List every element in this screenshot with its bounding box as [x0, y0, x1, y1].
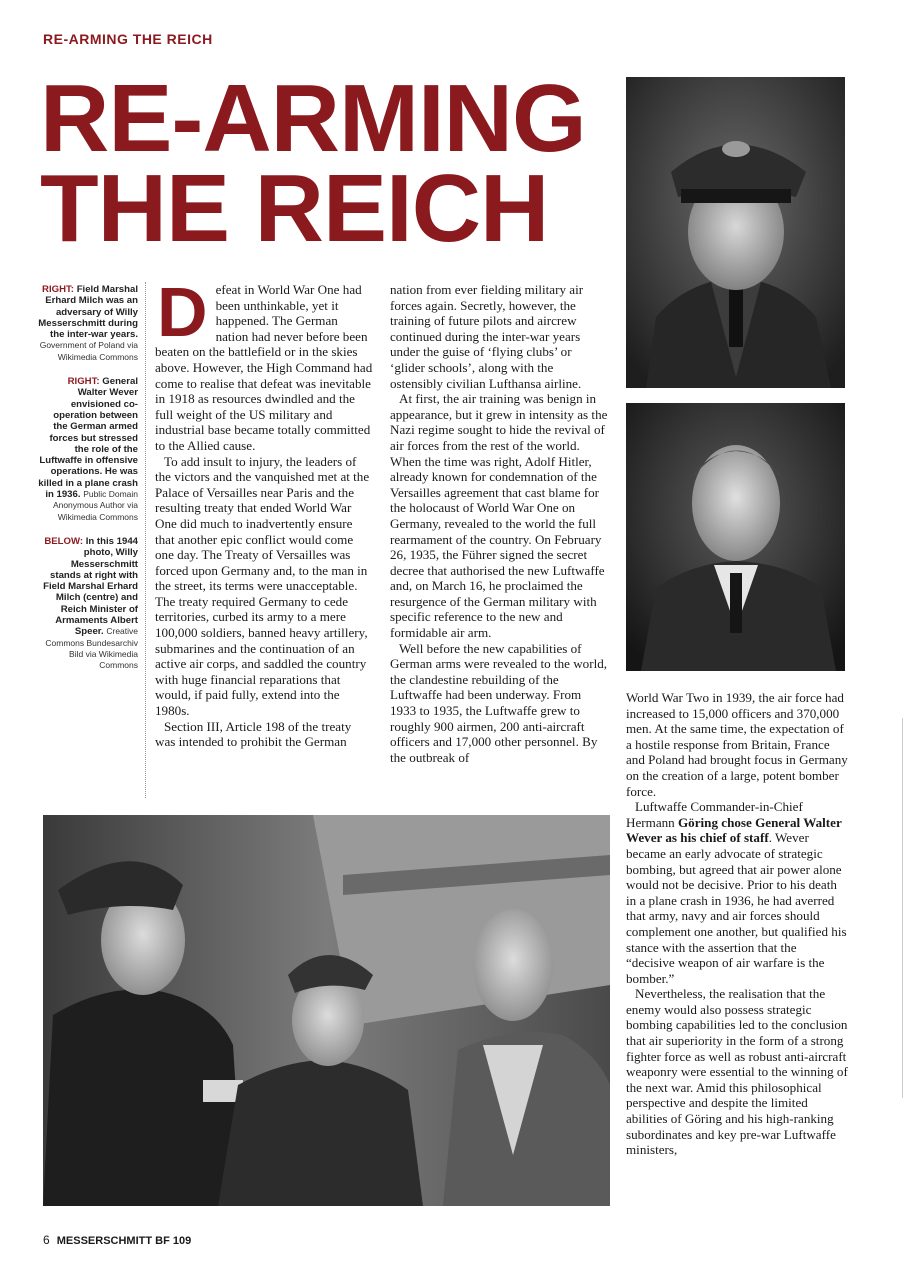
caption-milch — [38, 284, 138, 363]
article-paragraph — [155, 273, 373, 454]
caption-body: Field Marshal Erhard Milch was an adversary of Willy Messerschmitt during the inter-war years. — [38, 284, 138, 341]
article-column-2 — [390, 282, 608, 765]
article-paragraph: nation from ever fielding military air forces again. Secretly, however, the training of future pilots and aircrew continued during the inter-war years under the guise of ‘flying clubs’ or ‘glider schools’, along with the ostensibly civilian Lufthansa airline. — [390, 282, 584, 391]
caption-body: In this 1944 photo, Willy Messerschmitt stands at right with Field Marshal Erhard Milch (centre) and Reich Minister of Armaments Albert Speer. — [43, 535, 138, 638]
article-paragraph: To add insult to injury, the leaders of the victors and the vanquished met at the Palace of Versailles near Paris and the resulting treaty that ended World War One did much to inadvertently ensure that another epic conflict would come one day. The Treaty of Versailles was forced upon Germany and, to the man in the street, its terms were unacceptable. The treaty required Germany to cede territories, curbed its army to a mere 100,000 soldiers, banned heavy artillery, submarines and the continuation of an active air corps, and saddled the country with huge financial reparations that would, if paid fully, extend into the 1980s. — [155, 453, 370, 719]
section-kicker: RE-ARMING THE REICH — [43, 31, 213, 47]
bold-phrase: Göring chose General Walter Wever as his chief of staff — [626, 814, 842, 846]
paragraph-text: Luftwaffe Commander-in-Chief Hermann — [626, 799, 803, 830]
photo-group-speer-milch-messerschmitt — [43, 815, 610, 1206]
article-paragraph: Section III, Article 198 of the treaty was intended to prohibit the German — [155, 718, 352, 750]
article-paragraph: Nevertheless, the realisation that the enemy would also possess strategic bombing capabilities led to the conclusion that air superiority in the form of a strong fighter force as well as robust anti-aircraft weaponry were essential to the winning of the next war. Amid this philosophical perspective and despite the limited abilities of Göring and his high-ranking subordinates and key pre-war Luftwaffe ministers, — [626, 986, 848, 1158]
article-paragraph — [626, 799, 848, 986]
article-paragraph: World War Two in 1939, the air force had increased to 15,000 officers and 370,000 men. At the same time, the expectation of a hostile response from Britain, France and Poland had brought focus in Germany on the creation of a large, potent bomber force. — [626, 690, 848, 799]
page-title — [40, 65, 620, 262]
caption-column — [38, 284, 138, 685]
caption-credit: Creative Commons Bundesarchiv Bild via Wikimedia Commons — [45, 626, 138, 671]
caption-wever — [38, 376, 138, 523]
drop-cap: D — [157, 273, 208, 351]
caption-tag: BELOW: — [44, 535, 84, 547]
page-edge-rule — [902, 718, 903, 1098]
caption-body: General Walter Wever envisioned co-operation between the German armed forces but stressed the role of the Luftwaffe in offensive operations. He was killed in a plane crash in 1936. — [38, 376, 138, 501]
page-number: 6 — [43, 1233, 50, 1247]
article-column-1 — [155, 273, 373, 750]
page-footer — [43, 1233, 191, 1247]
article-paragraph: At first, the air training was benign in appearance, but it grew in intensity as the Nazi regime sought to hide the revival of air forces from the rest of the world. When the time was right, Adolf Hitler, already known for condemnation of the Versailles agreement that cast blame for the holocaust of World War One on Germany, revealed to the world the full rearmament of the country. On February 26, 1935, the Führer signed the secret decree that authorised the new Luftwaffe and, on March 16, he proclaimed the resurgence of the German military with specific reference to the new and formidable air arm. — [390, 391, 608, 641]
caption-tag: RIGHT: — [42, 284, 75, 295]
caption-credit: Public Domain Anonymous Author via Wikimedia Commons — [52, 489, 138, 522]
caption-divider — [145, 282, 146, 798]
caption-credit: Government of Poland via Wikimedia Commons — [39, 340, 138, 362]
paragraph-text: . Wever became an early advocate of strategic bombing, but agreed that air power alone would not be decisive. Prior to his death in a plane crash in 1936, he had averred that army, navy and air forces should complement one another, but qualified his stance with the assertion that the “decisive weapon of air warfare is the bomber.” — [626, 830, 847, 986]
title-line-1: RE-ARMING — [40, 65, 586, 172]
article-paragraph: Well before the new capabilities of German arms were revealed to the world, the clandestine rebuilding of the Luftwaffe had been underway. From 1933 to 1935, the Luftwaffe grew to roughly 900 airmen, 200 anti-aircraft officers and 17,000 other personnel. By the outbreak of — [390, 640, 608, 765]
title-line-2: THE REICH — [40, 155, 549, 262]
caption-tag: RIGHT: — [67, 376, 100, 388]
photo-wever-portrait — [626, 403, 845, 671]
caption-group — [38, 536, 138, 672]
paragraph-text: efeat in World War One had been unthinkable, yet it happened. The German nation had never before been beaten on the battlefield or in the skies above. However, the High Command had come to realise that defeat was inevitable in 1918 as resources dwindled and the full weight of the US military and industrial base became totally committed to the Allied cause. — [155, 282, 373, 453]
photo-milch-portrait — [626, 77, 845, 388]
article-column-3 — [626, 690, 848, 1158]
magazine-title: MESSERSCHMITT BF 109 — [56, 1235, 192, 1247]
